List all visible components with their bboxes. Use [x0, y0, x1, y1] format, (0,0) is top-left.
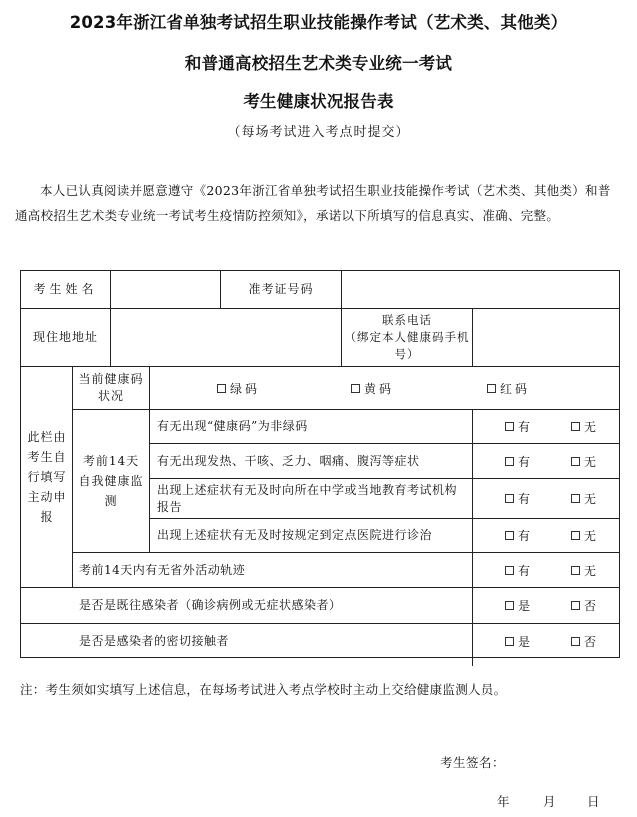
- q7-not-option[interactable]: [571, 624, 599, 658]
- checkbox-icon: [505, 601, 514, 610]
- yes-label: 有: [518, 563, 534, 578]
- no-label: 无: [584, 563, 600, 578]
- q7-is-option[interactable]: [505, 624, 533, 658]
- checkbox-icon: [505, 637, 514, 646]
- checkbox-icon: [505, 457, 514, 466]
- q4-no-option[interactable]: [571, 519, 599, 552]
- phone-label: 联系电话 （绑定本人健康码手机号）: [344, 313, 470, 361]
- checkbox-icon: [487, 384, 496, 393]
- checkbox-icon: [571, 601, 580, 610]
- yes-label: 有: [518, 420, 534, 434]
- checkbox-icon: [571, 637, 580, 646]
- q5-no-option[interactable]: [571, 553, 599, 587]
- name-label: 考生姓名: [33, 282, 98, 296]
- health-code-label: 当前健康码状况: [78, 372, 144, 403]
- q1-yes-option[interactable]: [505, 410, 533, 443]
- q1-no-option[interactable]: [571, 410, 599, 443]
- checkbox-icon: [505, 422, 514, 431]
- q2-no-option[interactable]: [571, 444, 599, 478]
- title-line-1: 2023年浙江省单独考试招生职业技能操作考试（艺术类、其他类）: [69, 13, 568, 32]
- checkbox-icon: [571, 422, 580, 431]
- red-code-option[interactable]: [487, 367, 530, 409]
- title-line-3: 考生健康状况报告表: [243, 92, 394, 111]
- checkbox-icon: [571, 494, 580, 503]
- red-code-label: 红码: [500, 381, 531, 396]
- question-7: 是否是感染者的密切接触者: [79, 633, 230, 648]
- yes-label: 有: [518, 492, 534, 506]
- subtitle: （每场考试进入考点时提交）: [227, 125, 410, 140]
- checkbox-icon: [571, 457, 580, 466]
- no-label: 无: [584, 492, 600, 506]
- exam-no-label: 准考证号码: [248, 282, 314, 296]
- checkbox-icon: [505, 566, 514, 575]
- not-label: 否: [584, 599, 600, 613]
- yes-label: 有: [518, 529, 534, 543]
- yes-label: 有: [518, 454, 534, 469]
- q2-yes-option[interactable]: [505, 444, 533, 478]
- question-2: 有无出现发热、干咳、乏力、咽痛、腹泻等症状: [157, 453, 420, 468]
- date-day-label: 日: [587, 794, 600, 809]
- date-year-label: 年: [497, 794, 510, 809]
- no-label: 无: [584, 454, 600, 469]
- yellow-code-label: 黄码: [364, 381, 395, 396]
- checkbox-icon: [351, 384, 360, 393]
- question-1: 有无出现“健康码”为非绿码: [157, 419, 308, 433]
- q6-is-option[interactable]: [505, 588, 533, 623]
- is-label: 是: [518, 634, 534, 649]
- q4-yes-option[interactable]: [505, 519, 533, 552]
- checkbox-icon: [217, 384, 226, 393]
- question-5: 考前14天内有无省外活动轨迹: [79, 562, 246, 577]
- q5-yes-option[interactable]: [505, 553, 533, 587]
- address-field[interactable]: [111, 309, 341, 366]
- title-line-2: 和普通高校招生艺术类专业统一考试: [184, 54, 453, 73]
- exam-no-field[interactable]: [342, 271, 619, 308]
- monitor-label: 考前14天自我健康监测: [78, 454, 144, 508]
- q3-no-option[interactable]: [571, 479, 599, 518]
- not-label: 否: [584, 634, 600, 649]
- green-code-label: 绿码: [230, 381, 261, 396]
- no-label: 无: [584, 529, 600, 543]
- q6-not-option[interactable]: [571, 588, 599, 623]
- question-4: 出现上述症状有无及时按规定到定点医院进行诊治: [157, 528, 433, 542]
- checkbox-icon: [571, 531, 580, 540]
- no-label: 无: [584, 420, 600, 434]
- side-label: 此栏由考生自行填写主动申报: [27, 430, 67, 524]
- name-field[interactable]: [111, 271, 220, 308]
- address-label: 现住地地址: [32, 330, 98, 344]
- is-label: 是: [518, 599, 534, 613]
- checkbox-icon: [571, 566, 580, 575]
- health-report-table: [20, 270, 620, 658]
- yellow-code-option[interactable]: [351, 367, 394, 409]
- checkbox-icon: [505, 494, 514, 503]
- question-6: 是否是既往感染者（确诊病例或无症状感染者）: [79, 598, 342, 612]
- q3-yes-option[interactable]: [505, 479, 533, 518]
- checkbox-icon: [505, 531, 514, 540]
- intro-paragraph: 本人已认真阅读并愿意遵守《2023年浙江省单独考试招生职业技能操作考试（艺术类、其他类）和普通高校招生艺术类专业统一考试考生疫情防控须知》，承诺以下所填写的信息真实、准确、完整。: [15, 183, 611, 223]
- footer-note: 注：考生须如实填写上述信息，在每场考试进入考点学校时主动上交给健康监测人员。: [20, 682, 507, 697]
- date-month-label: 月: [543, 794, 556, 809]
- signature-label: 考生签名：: [440, 755, 506, 770]
- question-3: 出现上述症状有无及时向所在中学或当地教育考试机构报告: [157, 482, 458, 514]
- green-code-option[interactable]: [217, 367, 260, 409]
- phone-field[interactable]: [473, 309, 619, 366]
